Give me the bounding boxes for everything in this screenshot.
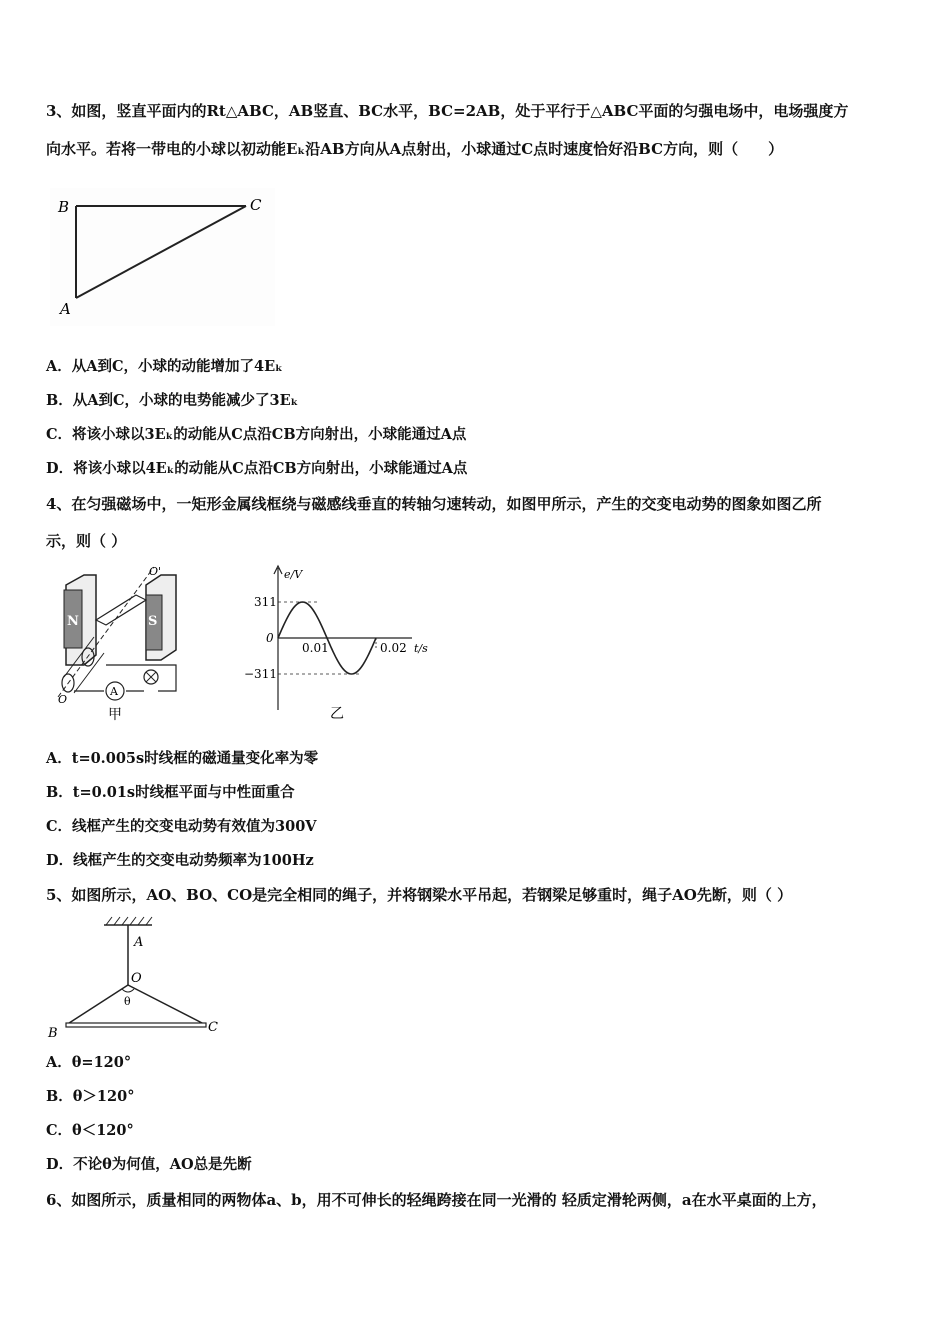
- q5-stem-line1: 5、如图所示，AO、BO、CO是完全相同的绳子，并将钢梁水平吊起，若钢梁足够重时，绳子AO先断，则（ ）: [46, 886, 793, 904]
- q3-stem-line1: 3、如图，竖直平面内的Rt△ABC，AB竖直、BC水平，BC=2AB，处于平行于△ABC平面的匀强电场中，电场强度方: [46, 102, 849, 120]
- y-tick-max: 311: [254, 595, 277, 609]
- q5-option-c: C．θ＜120°: [46, 1122, 134, 1139]
- x-axis-label: t/s: [414, 642, 428, 655]
- q4-generator-figure: [46, 565, 246, 725]
- q3-triangle-figure: [50, 188, 280, 328]
- q5-option-a: A．θ=120°: [46, 1054, 132, 1071]
- s-pole-label: S: [148, 614, 158, 629]
- y-tick-min: −311: [244, 667, 277, 681]
- q4-stem-line1: 4、在匀强磁场中，一矩形金属线框绕与磁感线垂直的转轴匀速转动，如图甲所示，产生的交变电动势的图象如图乙所: [46, 495, 822, 513]
- label-c: C: [250, 196, 262, 214]
- q4-option-c: C．线框产生的交变电动势有效值为300V: [46, 818, 317, 835]
- q3-option-d: D．将该小球以4Eₖ的动能从C点沿CB方向射出，小球能通过A点: [46, 460, 468, 477]
- label-theta: θ: [124, 995, 131, 1008]
- origin-label: 0: [266, 631, 274, 645]
- figure-jia-caption: 甲: [108, 707, 122, 723]
- q4-option-b: B．t=0.01s时线框平面与中性面重合: [46, 784, 295, 801]
- x-tick-t1: 0.01: [302, 641, 329, 655]
- axis-bottom-label: O: [58, 693, 68, 706]
- axis-top-label: O': [149, 565, 162, 578]
- q3-stem-line2: 向水平。若将一带电的小球以初动能Eₖ沿AB方向从A点射出，小球通过C点时速度恰好沿BC方向，则（ ）: [46, 140, 784, 158]
- q5-option-d: D．不论θ为何值，AO总是先断: [46, 1156, 252, 1173]
- q5-option-b: B．θ＞120°: [46, 1088, 135, 1105]
- q4-option-d: D．线框产生的交变电动势频率为100Hz: [46, 852, 314, 869]
- q6-stem-line1: 6、如图所示，质量相同的两物体a、b，用不可伸长的轻绳跨接在同一光滑的 轻质定滑轮两侧，a在水平桌面的上方，: [46, 1191, 827, 1209]
- label-b-point: B: [48, 1026, 58, 1041]
- ammeter-label: A: [110, 685, 118, 698]
- label-c-point: C: [208, 1020, 218, 1035]
- x-tick-t2: 0.02: [380, 641, 407, 655]
- figure-yi-caption: 乙: [330, 706, 344, 722]
- label-b: B: [58, 198, 70, 216]
- y-axis-label: e/V: [284, 568, 303, 581]
- rope-co: [128, 985, 206, 1025]
- n-pole-label: N: [67, 614, 79, 629]
- q4-emf-chart: [240, 560, 440, 725]
- q4-option-a: A．t=0.005s时线框的磁通量变化率为零: [46, 750, 319, 767]
- q3-option-c: C．将该小球以3Eₖ的动能从C点沿CB方向射出，小球能通过A点: [46, 426, 467, 443]
- q5-beam-figure: [40, 913, 240, 1043]
- label-o-point: O: [131, 971, 142, 986]
- steel-beam: [66, 1023, 206, 1027]
- label-a: A: [60, 300, 71, 318]
- label-a-point: A: [134, 935, 144, 950]
- rope-bo: [66, 985, 128, 1025]
- q3-option-b: B．从A到C，小球的电势能减少了3Eₖ: [46, 392, 299, 409]
- q4-stem-line2: 示，则（ ）: [46, 532, 127, 550]
- q3-option-a: A．从A到C，小球的动能增加了4Eₖ: [46, 358, 283, 375]
